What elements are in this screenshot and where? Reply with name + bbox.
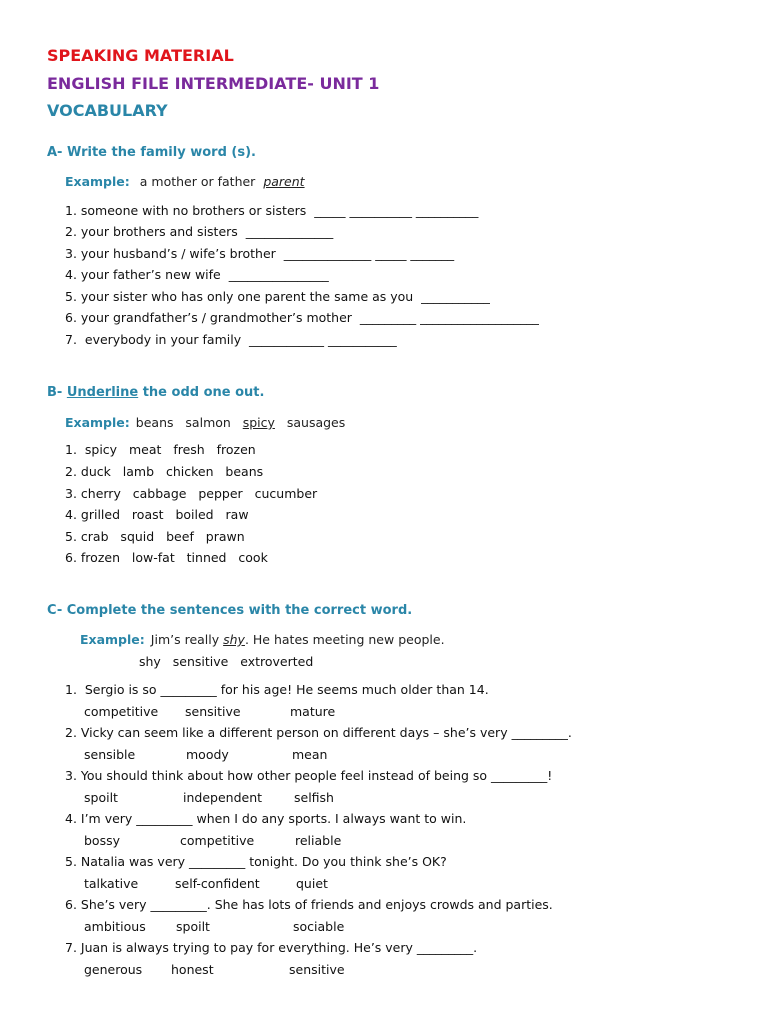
section-b-suffix: the odd one out. xyxy=(138,385,265,400)
list-item: 6. frozen low-fat tinned cook xyxy=(65,550,268,565)
option: sensible xyxy=(84,747,136,762)
list-item: 5. your sister who has only one parent the same as you ___________ xyxy=(65,289,490,304)
section-a-heading: A- Write the family word (s). xyxy=(47,145,256,160)
question-item: 1. Sergio is so _________ for his age! He seems much older than 14. xyxy=(65,682,489,697)
section-c-heading: C- Complete the sentences with the correct word. xyxy=(47,603,413,618)
option: competitive xyxy=(84,704,159,719)
example-before: beans salmon xyxy=(135,415,243,430)
title-vocabulary: VOCABULARY xyxy=(47,101,168,120)
list-item: 3. your husband’s / wife’s brother ______________ _____ _______ xyxy=(65,246,455,261)
list-item: 1. someone with no brothers or sisters _____ __________ __________ xyxy=(65,203,479,218)
example-after: sausages xyxy=(274,415,346,430)
example-before: Jim’s really xyxy=(150,632,224,647)
title-speaking-material: SPEAKING MATERIAL xyxy=(47,46,234,65)
question-item: 4. I’m very _________ when I do any sports. I always want to win. xyxy=(65,811,467,826)
option: self-confident xyxy=(175,876,260,891)
option: independent xyxy=(183,790,263,805)
section-b-example xyxy=(65,415,345,430)
section-a-example xyxy=(65,174,305,189)
option: sensitive xyxy=(185,704,241,719)
example-label: Example: xyxy=(65,174,130,189)
question-item: 3. You should think about how other people feel instead of being so _________! xyxy=(65,768,553,783)
section-b-prefix: B- xyxy=(47,385,67,400)
question-item: 6. She’s very _________. She has lots of friends and enjoys crowds and parties. xyxy=(65,897,553,912)
option: moody xyxy=(186,747,229,762)
option: sensitive xyxy=(289,962,345,977)
question-item: 5. Natalia was very _________ tonight. Do you think she’s OK? xyxy=(65,854,447,869)
option: spoilt xyxy=(84,790,118,805)
option: sociable xyxy=(293,919,345,934)
example-answer: parent xyxy=(263,174,305,189)
list-item: 2. duck lamb chicken beans xyxy=(65,464,264,479)
option: spoilt xyxy=(176,919,210,934)
list-item: 2. your brothers and sisters ______________ xyxy=(65,224,334,239)
option: mean xyxy=(292,747,328,762)
example-answer: spicy xyxy=(242,415,275,430)
option: talkative xyxy=(84,876,139,891)
list-item: 4. grilled roast boiled raw xyxy=(65,507,249,522)
option: bossy xyxy=(84,833,121,848)
list-item: 6. your grandfather’s / grandmother’s mother _________ ___________________ xyxy=(65,310,539,325)
section-b-underline-word: Underline xyxy=(66,385,139,400)
example-text: a mother or father xyxy=(139,174,256,189)
example-options: shy sensitive extroverted xyxy=(139,654,314,669)
example-answer: shy xyxy=(223,632,245,647)
question-item: 2. Vicky can seem like a different person on different days – she’s very _________. xyxy=(65,725,572,740)
option: competitive xyxy=(180,833,255,848)
option: mature xyxy=(290,704,336,719)
question-item: 7. Juan is always trying to pay for everything. He’s very _________. xyxy=(65,940,478,955)
list-item: 7. everybody in your family ____________ ___________ xyxy=(65,332,397,347)
example-label: Example: xyxy=(80,632,145,647)
list-item: 5. crab squid beef prawn xyxy=(65,529,245,544)
option: honest xyxy=(171,962,214,977)
list-item: 1. spicy meat fresh frozen xyxy=(65,442,256,457)
section-b-heading xyxy=(47,385,264,400)
option: reliable xyxy=(295,833,342,848)
option: selfish xyxy=(294,790,334,805)
option: generous xyxy=(84,962,143,977)
title-course-unit: ENGLISH FILE INTERMEDIATE- UNIT 1 xyxy=(47,74,380,93)
list-item: 3. cherry cabbage pepper cucumber xyxy=(65,486,318,501)
example-label: Example: xyxy=(65,415,130,430)
option: ambitious xyxy=(84,919,146,934)
option: quiet xyxy=(296,876,328,891)
list-item: 4. your father’s new wife ________________ xyxy=(65,267,329,282)
section-c-example xyxy=(80,632,445,647)
example-after: . He hates meeting new people. xyxy=(244,632,445,647)
